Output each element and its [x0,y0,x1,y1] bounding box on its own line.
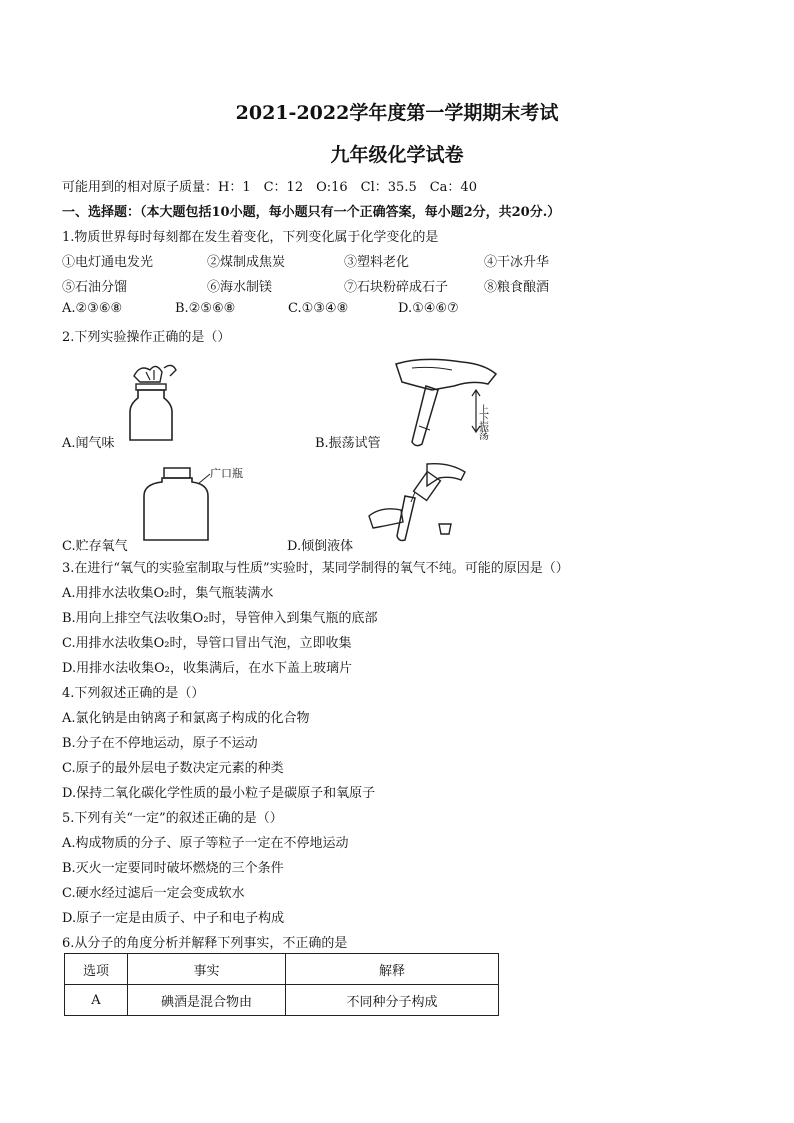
table-cell: 碘酒是混合物由 [128,985,286,1016]
table-cell: A [65,985,128,1016]
q4-option-a: A.氯化钠是由钠离子和氯离子构成的化合物 [62,711,310,726]
q4-option-d: D.保持二氧化碳化学性质的最小粒子是碳原子和氧原子 [62,786,376,801]
q3-stem: 3.在进行“氧气的实验室制取与性质”实验时，某同学制得的氧气不纯。可能的原因是（） [62,561,569,576]
q5-option-b: B.灭火一定要同时破坏燃烧的三个条件 [62,861,284,876]
exam-subtitle: 九年级化学试卷 [330,144,464,166]
q4-option-c: C.原子的最外层电子数决定元素的种类 [62,761,284,776]
q4-option-b: B.分子在不停地运动，原子不运动 [62,736,258,751]
q5-option-c: C.硬水经过滤后一定会变成软水 [62,886,245,901]
table-cell: 不同种分子构成 [286,985,499,1016]
q4-stem: 4.下列叙述正确的是（） [62,686,205,701]
q1-item: ⑤石油分馏 [62,280,128,295]
q1-item: ③塑料老化 [344,255,410,270]
q1-item: ①电灯通电发光 [62,255,154,270]
pour-liquid-figure [365,460,475,542]
q1-item: ⑧粮食酿酒 [484,280,550,295]
q1-item: ⑦石块粉碎成石子 [344,280,449,295]
q2-option-b: B.振荡试管 [315,436,381,451]
q2-option-c: C.贮存氧气 [62,539,128,554]
q2-option-d: D.倾倒液体 [287,539,354,554]
q2-option-a: A.闻气味 [62,436,115,451]
q5-option-a: A.构成物质的分子、原子等粒子一定在不停地运动 [62,836,349,851]
q2-stem: 2.下列实验操作正确的是（） [62,330,231,345]
q1-item: ④干冰升华 [484,255,550,270]
q1-item: ②煤制成焦炭 [207,255,286,270]
table-header-cell: 事实 [128,954,286,985]
q3-option-d: D.用排水法收集O₂，收集满后，在水下盖上玻璃片 [62,661,352,676]
q3-option-b: B.用向上排空气法收集O₂时，导管伸入到集气瓶的底部 [62,611,378,626]
table-header-cell: 解释 [286,954,499,985]
q5-option-d: D.原子一定是由质子、中子和电子构成 [62,911,285,926]
q3-option-c: C.用排水法收集O₂时，导管口冒出气泡，立即收集 [62,636,352,651]
q5-stem: 5.下列有关“一定”的叙述正确的是（） [62,811,283,826]
section-heading: 一、选择题：（本大题包括10小题，每小题只有一个正确答案，每小题2分，共20分.） [62,205,561,220]
q1-option-d: D.①④⑥⑦ [398,301,459,316]
q3-option-a: A.用排水法收集O₂时，集气瓶装满水 [62,586,274,601]
q1-stem: 1.物质世界每时每刻都在发生着变化，下列变化属于化学变化的是 [62,230,439,245]
exam-title: 2021-2022学年度第一学期期末考试 [235,102,559,124]
jar-label: 广口瓶 [210,467,243,480]
table-header-row [65,954,499,985]
q1-option-a: A.②③⑥⑧ [62,301,123,316]
wide-mouth-jar-figure [138,462,254,542]
q6-stem: 6.从分子的角度分析并解释下列事实，不正确的是 [62,936,348,951]
q6-table [64,953,499,1016]
smell-gas-figure [120,360,190,442]
atomic-mass-line: 可能用到的相对原子质量：H：1 C：12 O:16 Cl：35.5 Ca：40 [62,180,477,195]
shake-test-tube-figure [392,356,504,448]
q1-option-c: C.①③④⑧ [288,301,349,316]
q1-item: ⑥海水制镁 [207,280,273,295]
shake-label: 上下振荡 [476,404,488,440]
table-row [65,985,499,1016]
q1-option-b: B.②⑤⑥⑧ [175,301,236,316]
table-header-cell: 选项 [65,954,128,985]
